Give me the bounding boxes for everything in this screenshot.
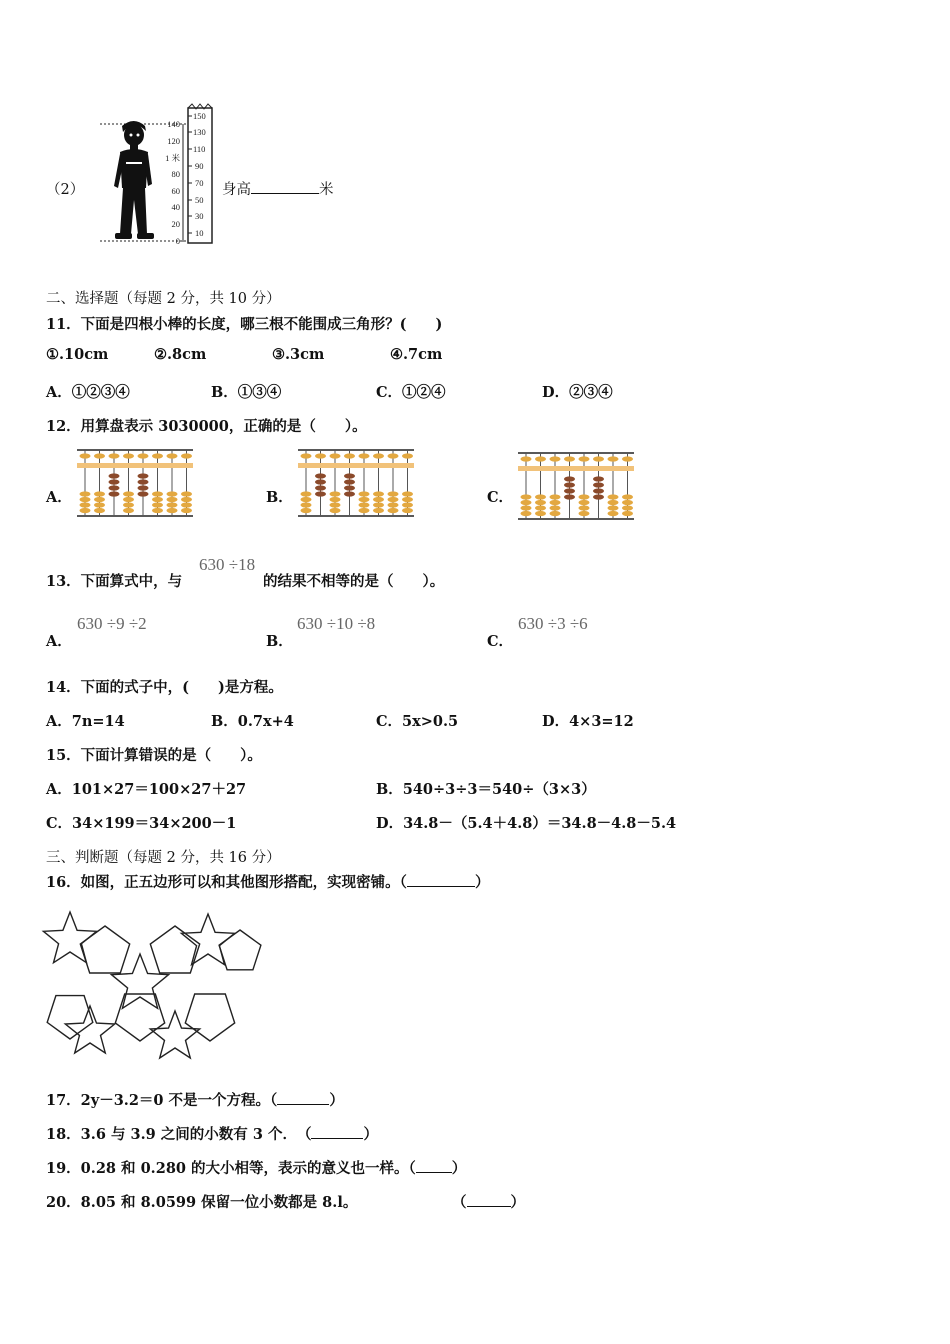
- abacus-bead: [123, 453, 134, 458]
- abacus-b[interactable]: [298, 448, 416, 520]
- q16-answer-blank[interactable]: [407, 872, 475, 887]
- abacus-bead: [535, 494, 546, 499]
- abacus-bead: [359, 491, 370, 496]
- q18-close: ）: [363, 1126, 378, 1143]
- pentagon-tiling-figure: [50, 912, 260, 1057]
- abacus-bead: [535, 456, 546, 461]
- q10-label: （2）: [46, 182, 85, 198]
- abacus-bead: [388, 502, 399, 507]
- q13-option-c-label[interactable]: C．: [487, 633, 514, 650]
- q19-stem: 19．0.28 和 0.280 的大小相等，表示的意义也一样。（: [46, 1160, 416, 1177]
- q11-option-d[interactable]: D．②③④: [542, 384, 613, 401]
- q16-question: [46, 871, 489, 892]
- abacus-bead: [593, 476, 604, 481]
- abacus-bead: [622, 456, 633, 461]
- q20-answer: [452, 1191, 525, 1212]
- abacus-bead: [564, 456, 575, 461]
- abacus-bead: [535, 505, 546, 510]
- q19-close: ）: [451, 1160, 467, 1177]
- q11-stem: 11．下面是四根小棒的长度，哪三根不能围成三角形？( ): [46, 316, 443, 333]
- abacus-bead: [622, 494, 633, 499]
- pentagon-shape: [80, 926, 129, 973]
- q14-option-b[interactable]: B．0.7x+4: [211, 713, 294, 730]
- scale-mark: 0: [175, 236, 180, 246]
- abacus-bead: [123, 508, 134, 513]
- abacus-bead: [167, 491, 178, 496]
- height-answer: [222, 178, 334, 199]
- scale-mark: 60: [171, 186, 180, 196]
- scale-mark: 1 米: [165, 153, 180, 163]
- abacus-bead: [535, 511, 546, 516]
- abacus-bead: [315, 453, 326, 458]
- abacus-bead: [373, 453, 384, 458]
- q13-option-a-label[interactable]: A．: [46, 633, 72, 650]
- abacus-bead: [521, 456, 532, 461]
- abacus-bead: [109, 491, 120, 496]
- abacus-bead: [315, 479, 326, 484]
- abacus-bead: [535, 500, 546, 505]
- q11-option-c[interactable]: C．①②④: [376, 384, 446, 401]
- ruler-mark: 50: [195, 195, 204, 205]
- q14-option-c[interactable]: C．5x>0.5: [376, 713, 459, 730]
- abacus-bead: [564, 482, 575, 487]
- q13-option-b-label[interactable]: B．: [266, 633, 293, 650]
- abacus-bead: [123, 491, 134, 496]
- q19-question: [46, 1157, 466, 1178]
- q18-stem: 18．3.6 与 3.9 之间的小数有 3 个． （: [46, 1126, 312, 1143]
- q12-option-a-label[interactable]: A．: [46, 489, 72, 506]
- abacus-bead: [550, 505, 561, 510]
- q14-option-a[interactable]: A．7n=14: [46, 713, 125, 730]
- abacus-bead: [579, 505, 590, 510]
- q11-option-a[interactable]: A．①②③④: [46, 384, 130, 401]
- abacus-bead: [373, 491, 384, 496]
- abacus-bead: [564, 494, 575, 499]
- abacus-bead: [564, 488, 575, 493]
- abacus-bead: [301, 508, 312, 513]
- q20-close: ）: [510, 1194, 525, 1211]
- abacus-bead: [109, 473, 120, 478]
- q18-question: [46, 1123, 378, 1144]
- abacus-bead: [152, 508, 163, 513]
- ruler-mark: 150: [193, 111, 206, 121]
- abacus-bead: [388, 491, 399, 496]
- star-shape: [43, 912, 96, 963]
- abacus-bead: [373, 508, 384, 513]
- q16-close: ）: [474, 874, 490, 891]
- q20-open: （: [452, 1194, 467, 1211]
- abacus-bead: [94, 453, 105, 458]
- scale-mark: 40: [171, 202, 180, 212]
- abacus-bead: [94, 497, 105, 502]
- abacus-bead: [315, 485, 326, 490]
- abacus-bead: [593, 494, 604, 499]
- abacus-bead: [94, 508, 105, 513]
- abacus-bead: [123, 497, 134, 502]
- q13-option-a-formula: 630 ÷9 ÷2: [77, 614, 147, 633]
- abacus-bead: [550, 511, 561, 516]
- abacus-bead: [579, 500, 590, 505]
- abacus-bead: [181, 502, 192, 507]
- abacus-bead: [181, 508, 192, 513]
- abacus-bead: [94, 502, 105, 507]
- abacus-bead: [315, 473, 326, 478]
- abacus-bead: [330, 453, 341, 458]
- abacus-bead: [123, 502, 134, 507]
- abacus-bead: [138, 473, 149, 478]
- abacus-bead: [152, 497, 163, 502]
- height-measure-figure: [96, 104, 221, 246]
- q11-stick-3: ③.3cm: [272, 346, 325, 363]
- abacus-bead: [315, 491, 326, 496]
- abacus-bead: [622, 511, 633, 516]
- abacus-bead: [521, 505, 532, 510]
- q17-question: [46, 1089, 344, 1110]
- abacus-bead: [109, 485, 120, 490]
- section-2-title: 二、选择题（每题 2 分，共 10 分）: [46, 291, 281, 307]
- height-unit: 米: [319, 182, 334, 198]
- abacus-bead: [550, 500, 561, 505]
- pentagon-shape: [219, 930, 261, 970]
- abacus-bead: [109, 453, 120, 458]
- abacus-bead: [550, 494, 561, 499]
- abacus-bead: [550, 456, 561, 461]
- abacus-bead: [80, 508, 91, 513]
- scale-mark: 20: [171, 219, 180, 229]
- abacus-a[interactable]: [77, 448, 195, 520]
- abacus-bead: [359, 508, 370, 513]
- q12-option-b-label[interactable]: B．: [266, 489, 293, 506]
- abacus-bead: [301, 453, 312, 458]
- abacus-bead: [330, 508, 341, 513]
- abacus-bead: [622, 500, 633, 505]
- q12-stem: 12．用算盘表示 3030000，正确的是（ ）。: [46, 418, 367, 435]
- q14-stem: 14．下面的式子中，( )是方程。: [46, 679, 283, 696]
- abacus-bead: [622, 505, 633, 510]
- abacus-beam: [77, 463, 193, 468]
- q15-option-d[interactable]: D．34.8－（5.4＋4.8）＝34.8－4.8－5.4: [376, 815, 677, 832]
- abacus-bead: [593, 456, 604, 461]
- abacus-bead: [402, 453, 413, 458]
- star-shape: [181, 914, 234, 965]
- scale-mark: 120: [167, 136, 180, 146]
- q20-stem: 20．8.05 和 8.0599 保留一位小数都是 8.l。: [46, 1194, 358, 1211]
- abacus-bead: [80, 497, 91, 502]
- abacus-bead: [94, 491, 105, 496]
- abacus-bead: [359, 502, 370, 507]
- abacus-bead: [388, 497, 399, 502]
- abacus-bead: [579, 511, 590, 516]
- ruler-mark: 90: [195, 161, 204, 171]
- abacus-bead: [344, 473, 355, 478]
- abacus-bead: [608, 456, 619, 461]
- abacus-bead: [402, 491, 413, 496]
- abacus-bead: [138, 485, 149, 490]
- abacus-bead: [402, 497, 413, 502]
- abacus-bead: [608, 500, 619, 505]
- q16-stem: 16．如图，正五边形可以和其他图形搭配，实现密铺。（: [46, 874, 407, 891]
- q19-answer-blank[interactable]: [416, 1158, 452, 1173]
- scale-mark: 80: [171, 169, 180, 179]
- abacus-beam: [518, 466, 634, 471]
- star-shape: [150, 1011, 199, 1058]
- abacus-bead: [521, 500, 532, 505]
- abacus-bead: [344, 453, 355, 458]
- abacus-bead: [80, 453, 91, 458]
- abacus-bead: [330, 502, 341, 507]
- abacus-bead: [388, 508, 399, 513]
- abacus-bead: [181, 453, 192, 458]
- height-label: 身高: [222, 182, 251, 198]
- q17-stem: 17．2y－3.2＝0 不是一个方程。（: [46, 1092, 278, 1109]
- q13-option-c-formula: 630 ÷3 ÷6: [518, 614, 588, 633]
- star-shape: [112, 954, 169, 1008]
- abacus-bead: [373, 502, 384, 507]
- scale-mark: 140: [167, 119, 180, 129]
- ruler-mark: 30: [195, 211, 204, 221]
- abacus-bead: [521, 511, 532, 516]
- ruler-mark: 10: [195, 228, 204, 238]
- abacus-bead: [402, 508, 413, 513]
- abacus-bead: [181, 491, 192, 496]
- ruler-mark: 130: [193, 127, 206, 137]
- abacus-c[interactable]: [518, 451, 636, 523]
- abacus-bead: [109, 479, 120, 484]
- abacus-bead: [564, 476, 575, 481]
- abacus-bead: [138, 453, 149, 458]
- q20-answer-blank[interactable]: [467, 1192, 511, 1207]
- abacus-bead: [344, 491, 355, 496]
- section-3-title: 三、判断题（每题 2 分，共 16 分）: [46, 850, 281, 866]
- abacus-bead: [373, 497, 384, 502]
- q13-stem-formula: 630 ÷18: [199, 555, 256, 574]
- q11-option-b[interactable]: B．①③④: [211, 384, 282, 401]
- abacus-bead: [521, 494, 532, 499]
- abacus-bead: [152, 502, 163, 507]
- abacus-bead: [152, 491, 163, 496]
- abacus-bead: [359, 497, 370, 502]
- height-blank[interactable]: [251, 179, 319, 194]
- q11-stick-1: ①.10cm: [46, 346, 109, 363]
- q15-option-a[interactable]: A．101×27＝100×27＋27: [46, 781, 247, 798]
- q15-option-b[interactable]: B．540÷3÷3＝540÷（3×3）: [376, 781, 596, 798]
- abacus-bead: [344, 479, 355, 484]
- q13-option-b-formula: 630 ÷10 ÷8: [297, 614, 376, 633]
- abacus-bead: [608, 505, 619, 510]
- abacus-bead: [402, 502, 413, 507]
- abacus-bead: [181, 497, 192, 502]
- abacus-bead: [301, 491, 312, 496]
- q17-answer-blank[interactable]: [277, 1090, 329, 1105]
- q15-stem: 15．下面计算错误的是（ ）。: [46, 747, 262, 764]
- abacus-bead: [138, 479, 149, 484]
- abacus-bead: [167, 453, 178, 458]
- abacus-bead: [579, 494, 590, 499]
- abacus-bead: [167, 508, 178, 513]
- abacus-bead: [579, 456, 590, 461]
- abacus-bead: [152, 453, 163, 458]
- ruler-mark: 110: [193, 144, 206, 154]
- abacus-bead: [301, 497, 312, 502]
- q14-option-d[interactable]: D．4×3=12: [542, 713, 634, 730]
- ruler-mark: 70: [195, 178, 204, 188]
- q18-answer-blank[interactable]: [311, 1124, 363, 1139]
- abacus-bead: [359, 453, 370, 458]
- q17-close: ）: [329, 1092, 344, 1109]
- q13-stem-after: 的结果不相等的是（ ）。: [263, 573, 445, 590]
- abacus-bead: [138, 491, 149, 496]
- abacus-bead: [167, 497, 178, 502]
- abacus-bead: [301, 502, 312, 507]
- abacus-bead: [330, 497, 341, 502]
- abacus-bead: [388, 453, 399, 458]
- abacus-bead: [593, 488, 604, 493]
- abacus-bead: [608, 494, 619, 499]
- q13-stem-before: 13．下面算式中，与: [46, 573, 183, 590]
- abacus-bead: [330, 491, 341, 496]
- abacus-bead: [167, 502, 178, 507]
- abacus-bead: [344, 485, 355, 490]
- q15-option-c[interactable]: C．34×199＝34×200－1: [46, 815, 237, 832]
- abacus-beam: [298, 463, 414, 468]
- q11-stick-2: ②.8cm: [154, 346, 207, 363]
- abacus-bead: [80, 491, 91, 496]
- abacus-bead: [608, 511, 619, 516]
- q11-stick-4: ④.7cm: [390, 346, 443, 363]
- q12-option-c-label[interactable]: C．: [487, 489, 514, 506]
- abacus-bead: [80, 502, 91, 507]
- abacus-bead: [593, 482, 604, 487]
